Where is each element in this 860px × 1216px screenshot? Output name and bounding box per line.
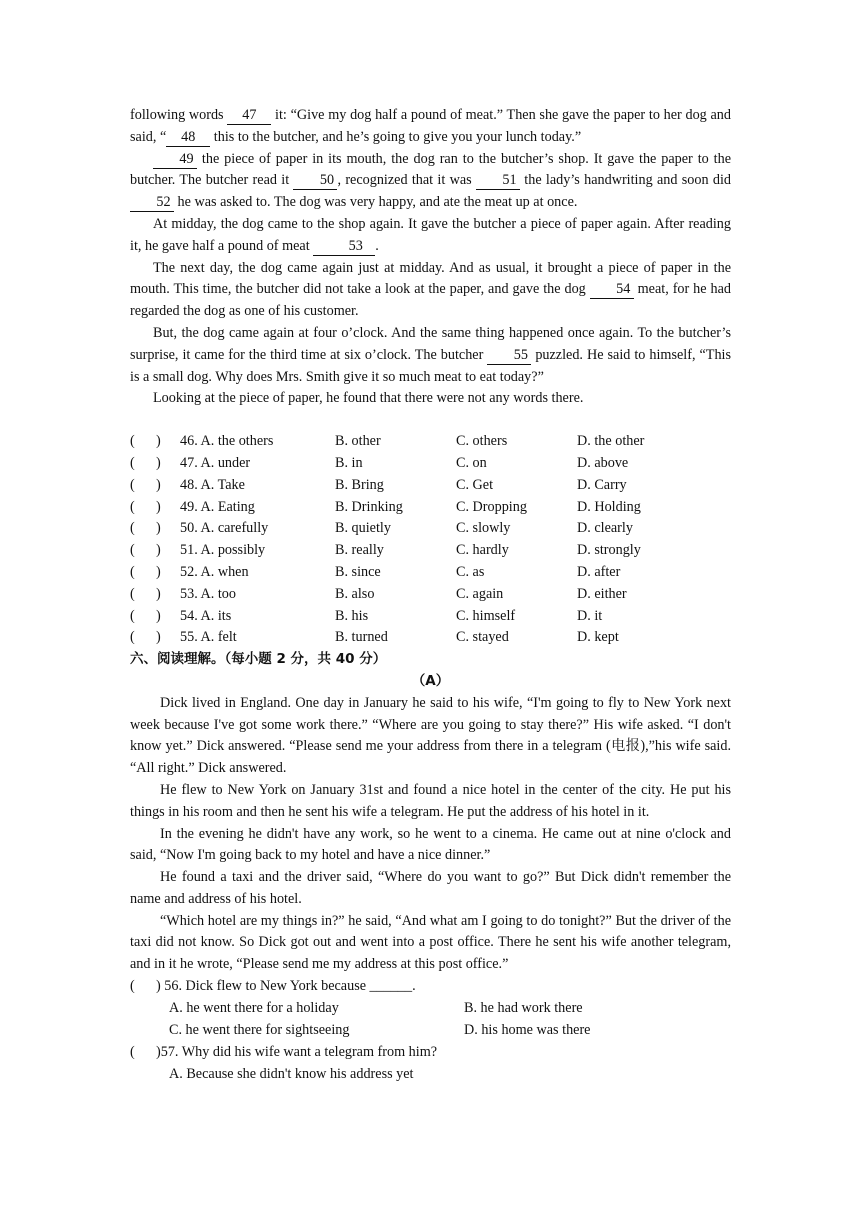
- option-d: D. the other: [577, 433, 645, 450]
- option-b: B. also: [335, 585, 375, 602]
- blank-47: 47: [227, 106, 271, 125]
- option-b: B. Drinking: [335, 498, 403, 515]
- option-a: 50. A. carefully: [180, 520, 269, 537]
- option-row-52: [130, 562, 731, 584]
- option-b: B. turned: [335, 629, 388, 646]
- option-b: B. other: [335, 433, 381, 450]
- option-b: B. quietly: [335, 520, 391, 537]
- passage-label: （A）: [411, 672, 450, 689]
- option-d: D. either: [577, 585, 627, 602]
- reading-paragraph-1: Dick lived in England. One day in January he said to his wife, “I'm going to fly to New York next week because I've got some work there.” “Where are you going to stay there?” His wife asked. “I don't know yet.” Dick answered. “Please send me your address from there in a telegram (电报),”his wife said. “All right.” Dick answered.: [130, 694, 731, 777]
- blank-55: 55: [487, 346, 531, 365]
- option-row-50: [130, 518, 731, 540]
- reading-paragraph-4: He found a taxi and the driver said, “Where do you want to go?” But Dick didn't remember the name and address of his hotel.: [130, 869, 731, 907]
- option-a: A. Because she didn't know his address yet: [169, 1065, 414, 1082]
- text: it: “Give my dog half a pound of meat.” Then she gave the paper to her dog and said, “: [130, 107, 731, 145]
- text: this to the butcher, and he’s going to give you your lunch today.”: [210, 128, 582, 145]
- option-c: C. he went there for sightseeing: [169, 1021, 350, 1038]
- option-a: 54. A. its: [180, 607, 232, 624]
- option-d: D. Carry: [577, 476, 627, 493]
- answer-bracket[interactable]: ( ): [130, 542, 161, 559]
- blank-49: 49: [153, 150, 197, 169]
- option-d: D. above: [577, 454, 629, 471]
- blank-51: 51: [476, 171, 520, 190]
- question-57-options-row-1: [130, 1064, 731, 1086]
- option-b: B. his: [335, 607, 369, 624]
- option-d: D. clearly: [577, 520, 633, 537]
- answer-bracket[interactable]: ( ): [130, 607, 161, 624]
- answer-bracket[interactable]: ( ): [130, 454, 161, 471]
- option-c: C. Get: [456, 476, 494, 493]
- option-a: 55. A. felt: [180, 629, 237, 646]
- question-56-stem: ( ) 56. Dick flew to New York because ______.: [130, 978, 416, 995]
- option-c: C. as: [456, 563, 485, 580]
- option-a: 47. A. under: [180, 454, 251, 471]
- option-b: B. Bring: [335, 476, 384, 493]
- answer-bracket[interactable]: ( ): [130, 585, 161, 602]
- cloze-paragraph-2: [130, 149, 731, 214]
- question-56-options-row-2: [130, 1020, 731, 1042]
- answer-bracket[interactable]: ( ): [130, 629, 161, 646]
- option-row-49: [130, 497, 731, 519]
- text: , recognized that it was: [337, 172, 476, 189]
- option-c: C. Dropping: [456, 498, 527, 515]
- option-a: 51. A. possibly: [180, 542, 266, 559]
- option-d: D. after: [577, 563, 621, 580]
- option-d: D. it: [577, 607, 603, 624]
- option-row-53: [130, 584, 731, 606]
- option-c: C. slowly: [456, 520, 511, 537]
- question-57-stem: ( )57. Why did his wife want a telegram from him?: [130, 1043, 438, 1060]
- answer-bracket[interactable]: ( ): [130, 498, 161, 515]
- section-title: 六、阅读理解。（每小题 2 分，共 40 分）: [130, 651, 387, 668]
- option-row-46: [130, 431, 731, 453]
- page-content: [130, 105, 731, 1086]
- option-d: D. his home was there: [464, 1021, 591, 1038]
- option-a: 52. A. when: [180, 563, 249, 580]
- option-a: 53. A. too: [180, 585, 236, 602]
- option-d: D. kept: [577, 629, 619, 646]
- cloze-paragraph-1: [130, 105, 731, 149]
- option-row-55: [130, 627, 731, 649]
- text: .: [375, 237, 379, 254]
- cloze-paragraph-4: [130, 258, 731, 323]
- text: puzzled. He said to himself, “This is a small dog. Why does Mrs. Smith give it so much meat to eat today?”: [130, 346, 732, 385]
- reading-paragraph-5: “Which hotel are my things in?” he said, “And what am I going to do tonight?” But the driver of the taxi did not know. So Dick got out and went into a post office. There he sent his wife another telegram, and in it he wrote, “Please send me my address at this post office.”: [130, 912, 731, 973]
- reading-paragraph-2: He flew to New York on January 31st and found a nice hotel in the center of the city. He put his things in his room and then he sent his wife a telegram. He put the address of his hotel in it.: [130, 781, 731, 820]
- text: following words: [130, 107, 228, 123]
- text: But, the dog came again at four o’clock. And the same thing happened once again. To the butcher’s surprise, it came for the third time at six o’clock. The butcher: [130, 324, 731, 363]
- text: the piece of paper in its mouth, the dog ran to the butcher’s shop. It gave the paper to the butcher. The butcher read it: [130, 150, 731, 189]
- text: he was asked to. The dog was very happy, and ate the meat up at once.: [174, 194, 578, 211]
- blank-48: 48: [166, 128, 210, 147]
- option-row-51: [130, 540, 731, 562]
- blank-52: 52: [130, 193, 174, 212]
- option-a: A. he went there for a holiday: [169, 999, 339, 1016]
- text: The next day, the dog came again just at midday. And as usual, it brought a piece of paper in the mouth. This time, the butcher did not take a look at the paper, and gave the dog: [130, 259, 731, 298]
- cloze-options: [130, 431, 731, 649]
- option-a: 46. A. the others: [180, 433, 274, 450]
- option-row-54: [130, 606, 731, 628]
- text: At midday, the dog came to the shop again. It gave the butcher a piece of paper again. After reading it, he gave half a pound of meat: [130, 215, 731, 254]
- blank-50: 50: [293, 171, 337, 190]
- option-b: B. he had work there: [464, 999, 583, 1016]
- blank-54: 54: [590, 280, 634, 299]
- option-c: C. stayed: [456, 629, 509, 646]
- answer-bracket[interactable]: ( ): [130, 433, 161, 450]
- option-b: B. really: [335, 542, 384, 559]
- blank-53: 53: [313, 237, 375, 256]
- option-b: B. since: [335, 563, 381, 580]
- question-56-options-row-1: [130, 998, 731, 1020]
- option-c: C. again: [456, 585, 504, 602]
- option-b: B. in: [335, 454, 363, 471]
- option-a: 49. A. Eating: [180, 498, 255, 515]
- reading-paragraph-3: In the evening he didn't have any work, so he went to a cinema. He came out at nine o'clock and said, “Now I'm going back to my hotel and have a nice dinner.”: [130, 825, 731, 864]
- text: the lady’s handwriting and soon did: [519, 172, 731, 189]
- option-c: C. himself: [456, 607, 516, 624]
- cloze-paragraph-5: [130, 323, 731, 388]
- option-c: C. others: [456, 433, 508, 450]
- answer-bracket[interactable]: ( ): [130, 520, 161, 537]
- option-row-48: [130, 475, 731, 497]
- option-row-47: [130, 453, 731, 475]
- cloze-paragraph-6: Looking at the piece of paper, he found that there were not any words there.: [153, 390, 584, 407]
- option-d: D. strongly: [577, 542, 641, 559]
- answer-bracket[interactable]: ( ): [130, 476, 161, 493]
- option-d: D. Holding: [577, 498, 641, 515]
- option-c: C. hardly: [456, 542, 509, 559]
- option-c: C. on: [456, 454, 487, 471]
- text: meat, for he had regarded the dog as one of his customer.: [130, 281, 731, 320]
- cloze-paragraph-3: [130, 214, 731, 258]
- option-a: 48. A. Take: [180, 476, 245, 493]
- answer-bracket[interactable]: ( ): [130, 563, 161, 580]
